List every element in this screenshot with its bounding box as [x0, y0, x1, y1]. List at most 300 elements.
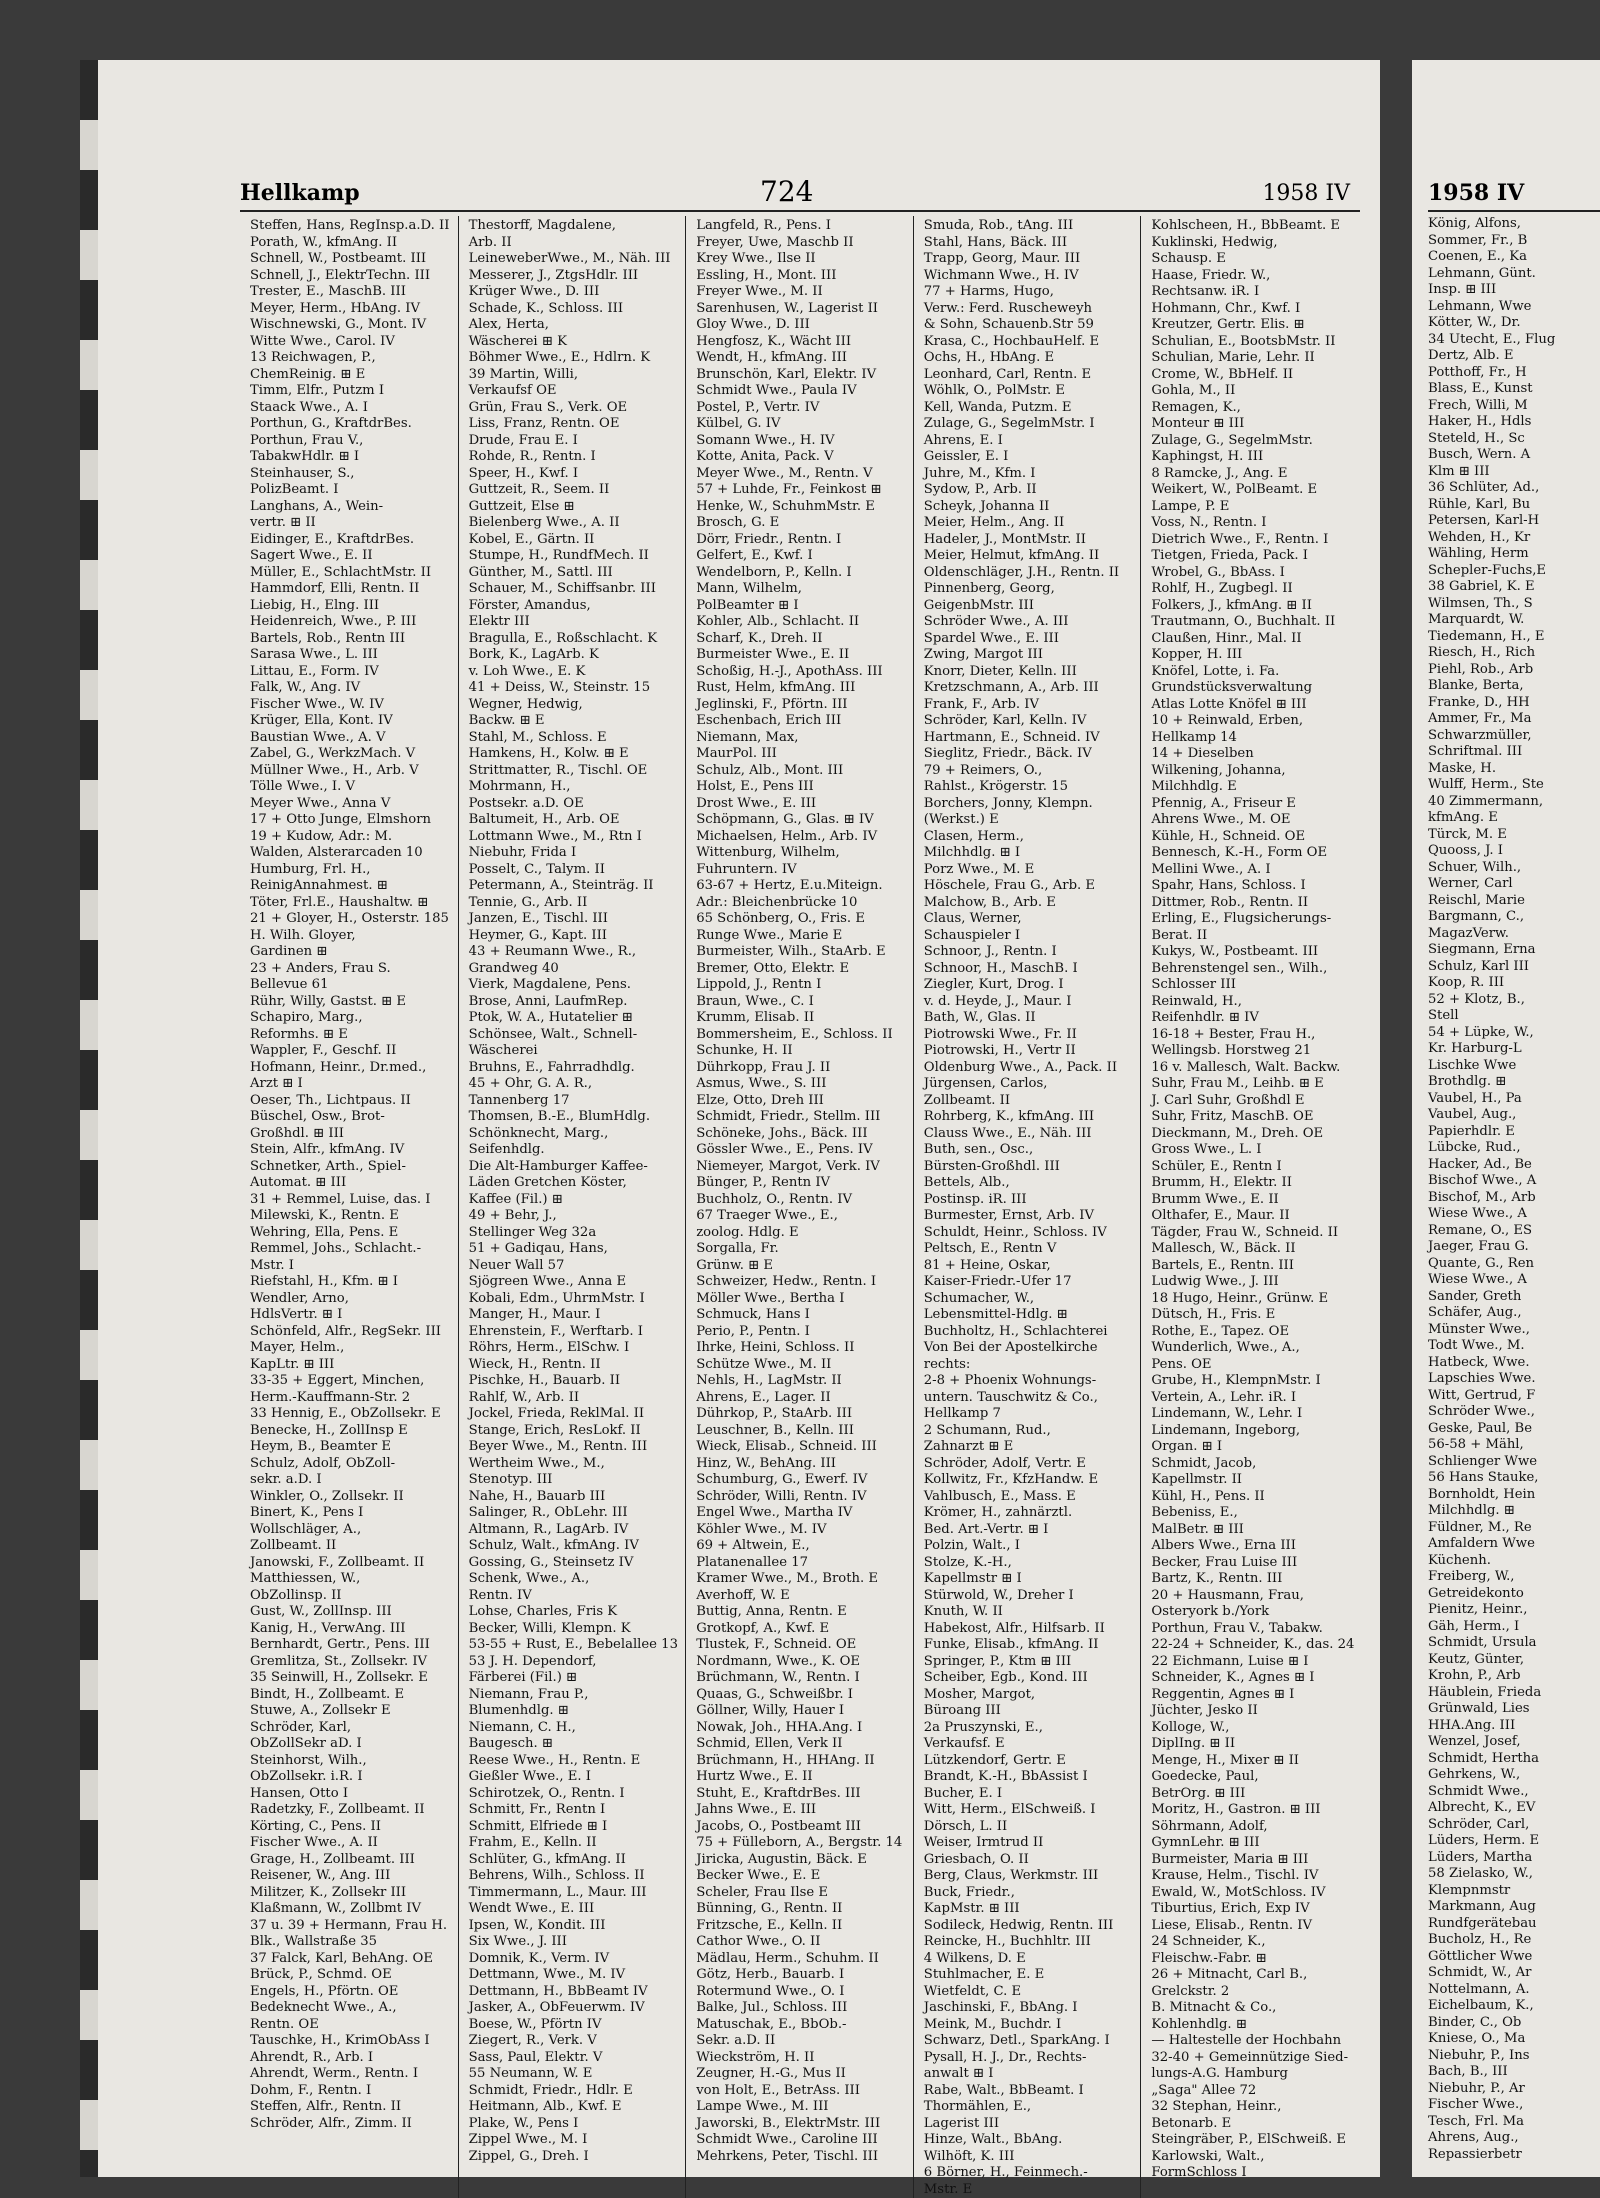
directory-entry: Kuklinski, Hedwig,: [1151, 235, 1364, 252]
facing-entry: Witt, Gertrud, F: [1428, 1388, 1600, 1405]
directory-entry: Gust, W., ZollInsp. III: [250, 1604, 454, 1621]
facing-entry: Petersen, Karl-H: [1428, 513, 1600, 530]
directory-entry: 45 + Ohr, G. A. R.,: [469, 1076, 682, 1093]
directory-entry: Frahm, E., Kelln. II: [469, 1835, 682, 1852]
directory-entry: Scheyk, Johanna II: [924, 499, 1137, 516]
directory-entry: Sass, Paul, Elektr. V: [469, 2050, 682, 2067]
directory-entry: Beyer Wwe., M., Rentn. III: [469, 1439, 682, 1456]
directory-entry: Mayer, Helm.,: [250, 1340, 454, 1357]
facing-entry: Bucholz, H., Re: [1428, 1932, 1600, 1949]
directory-entry: Zulage, G., SegelmMstr. I: [924, 416, 1137, 433]
directory-entry: Wehring, Ella, Pens. E: [250, 1225, 454, 1242]
directory-entry: Krüger Wwe., D. III: [469, 284, 682, 301]
directory-entry: Trautmann, O., Buchhalt. II: [1151, 614, 1364, 631]
directory-entry: 8 Ramcke, J., Ang. E: [1151, 466, 1364, 483]
directory-entry: Wietfeldt, C. E: [924, 1984, 1137, 2001]
facing-entry: Göttlicher Wwe: [1428, 1949, 1600, 1966]
directory-entry: Schmidt, Friedr., Hdlr. E: [469, 2083, 682, 2100]
facing-entry: Vaubel, Aug.,: [1428, 1107, 1600, 1124]
directory-entry: Schmidt, Jacob,: [1151, 1456, 1364, 1473]
facing-entry: Dertz, Alb. E: [1428, 348, 1600, 365]
directory-entry: Schröder, Karl, Kelln. IV: [924, 713, 1137, 730]
directory-entry: 35 Seinwill, H., Zollsekr. E: [250, 1670, 454, 1687]
directory-entry: Schulian, Marie, Lehr. II: [1151, 350, 1364, 367]
facing-entry: Klm ⊞ III: [1428, 464, 1600, 481]
directory-entry: 6 Börner, H., Feinmech.-: [924, 2165, 1137, 2182]
directory-entry: Schnell, J., ElektrTechn. III: [250, 268, 454, 285]
directory-entry: Von Bei der Apostelkirche: [924, 1340, 1137, 1357]
directory-entry: Sagert Wwe., E. II: [250, 548, 454, 565]
directory-entry: Schütze Wwe., M. II: [696, 1357, 909, 1374]
directory-entry: Schröder, Karl,: [250, 1720, 454, 1737]
facing-entry: Reischl, Marie: [1428, 893, 1600, 910]
directory-entry: Dettmann, H., BbBeamt IV: [469, 1984, 682, 2001]
facing-entry: Schröder, Carl,: [1428, 1817, 1600, 1834]
directory-entry: Burmeister, Wilh., StaArb. E: [696, 944, 909, 961]
directory-entry: Dührkop, P., StaArb. III: [696, 1406, 909, 1423]
facing-entry: Füldner, M., Re: [1428, 1520, 1600, 1537]
directory-entry: Mehrkens, Peter, Tischl. III: [696, 2149, 909, 2166]
directory-entry: PolizBeamt. I: [250, 482, 454, 499]
directory-entry: Höschele, Frau G., Arb. E: [924, 878, 1137, 895]
directory-entry: untern. Tauschwitz & Co.,: [924, 1390, 1137, 1407]
directory-entry: Militzer, K., Zollsekr III: [250, 1885, 454, 1902]
directory-entry: Spardel Wwe., E. III: [924, 631, 1137, 648]
directory-entry: Smuda, Rob., tAng. III: [924, 218, 1137, 235]
directory-entry: anwalt ⊞ I: [924, 2066, 1137, 2083]
facing-entry: Lüders, Martha: [1428, 1850, 1600, 1867]
directory-entry: Gössler Wwe., E., Pens. IV: [696, 1142, 909, 1159]
directory-entry: Langhans, A., Wein-: [250, 499, 454, 516]
directory-entry: Bartels, E., Rentn. III: [1151, 1258, 1364, 1275]
facing-entry: Schriftmal. III: [1428, 744, 1600, 761]
directory-entry: 69 + Altwein, E.,: [696, 1538, 909, 1555]
directory-entry: Piotrowski, H., Vertr II: [924, 1043, 1137, 1060]
directory-entry: Meyer Wwe., Anna V: [250, 796, 454, 813]
directory-entry: Wöhlk, O., PolMstr. E: [924, 383, 1137, 400]
directory-entry: Janzen, E., Tischl. III: [469, 911, 682, 928]
directory-entry: Färberei (Fil.) ⊞: [469, 1670, 682, 1687]
directory-entry: Kapellmstr. II: [1151, 1472, 1364, 1489]
facing-entry: Bargmann, C.,: [1428, 909, 1600, 926]
facing-entry: Bischof, M., Arb: [1428, 1190, 1600, 1207]
directory-entry: 26 + Mitnacht, Carl B.,: [1151, 1967, 1364, 1984]
directory-entry: Thomsen, B.-E., BlumHdlg.: [469, 1109, 682, 1126]
facing-entry: Franke, D., HH: [1428, 695, 1600, 712]
facing-entry: Türck, M. E: [1428, 827, 1600, 844]
directory-entry: Cathor Wwe., O. II: [696, 1934, 909, 1951]
directory-entry: Perio, P., Pentn. I: [696, 1324, 909, 1341]
directory-entry: Porz Wwe., M. E: [924, 862, 1137, 879]
facing-entry: Lehmann, Wwe: [1428, 299, 1600, 316]
directory-entry: ObZollsekr. i.R. I: [250, 1769, 454, 1786]
facing-year-volume: 1958 IV: [1428, 180, 1524, 206]
facing-entry: Steteld, H., Sc: [1428, 431, 1600, 448]
street-heading: Hellkamp: [240, 180, 360, 206]
directory-entry: Radetzky, F., Zollbeamt. II: [250, 1802, 454, 1819]
directory-entry: Kühl, H., Pens. II: [1151, 1489, 1364, 1506]
directory-entry: & Sohn, Schauenb.Str 59: [924, 317, 1137, 334]
directory-entry: Bork, K., LagArb. K: [469, 647, 682, 664]
directory-entry: Tannenberg 17: [469, 1093, 682, 1110]
directory-entry: Boese, W., Pförtn IV: [469, 2017, 682, 2034]
directory-entry: Remmel, Johs., Schlacht.-: [250, 1241, 454, 1258]
directory-entry: Seifenhdlg.: [469, 1142, 682, 1159]
directory-entry: Niebuhr, Frida I: [469, 845, 682, 862]
directory-entry: Asmus, Wwe., S. III: [696, 1076, 909, 1093]
directory-entry: Guttzeit, Else ⊞: [469, 499, 682, 516]
directory-entry: Albers Wwe., Erna III: [1151, 1538, 1364, 1555]
facing-entry: HHA.Ang. III: [1428, 1718, 1600, 1735]
directory-entry: Bünning, G., Rentn. II: [696, 1901, 909, 1918]
directory-entry: Schröder, Alfr., Zimm. II: [250, 2116, 454, 2133]
facing-entry: Tiedemann, H., E: [1428, 629, 1600, 646]
directory-entry: 13 Reichwagen, P.,: [250, 350, 454, 367]
directory-entry: Zabel, G., WerkzMach. V: [250, 746, 454, 763]
facing-entry: Vaubel, H., Pa: [1428, 1091, 1600, 1108]
directory-entry: Verw.: Ferd. Ruscheweyh: [924, 301, 1137, 318]
directory-entry: Bellevue 61: [250, 977, 454, 994]
directory-entry: Baustian Wwe., A. V: [250, 730, 454, 747]
directory-entry: Grotkopf, A., Kwf. E: [696, 1621, 909, 1638]
directory-entry: Lindemann, Ingeborg,: [1151, 1423, 1364, 1440]
directory-entry: lungs-A.G. Hamburg: [1151, 2066, 1364, 2083]
directory-entry: ChemReinig. ⊞ E: [250, 367, 454, 384]
directory-entry: Krüger, Ella, Kont. IV: [250, 713, 454, 730]
directory-entry: 63-67 + Hertz, E.u.Miteign.: [696, 878, 909, 895]
directory-entry: Funke, Elisab., kfmAng. II: [924, 1637, 1137, 1654]
directory-entry: Meyer, Herm., HbAng. IV: [250, 301, 454, 318]
directory-entry: Drost Wwe., E. III: [696, 796, 909, 813]
directory-entry: Michaelsen, Helm., Arb. IV: [696, 829, 909, 846]
directory-entry: Trapp, Georg, Maur. III: [924, 251, 1137, 268]
directory-entry: Posselt, C., Talym. II: [469, 862, 682, 879]
directory-entry: Kanig, H., VerwAng. III: [250, 1621, 454, 1638]
directory-entry: Riefstahl, H., Kfm. ⊞ I: [250, 1274, 454, 1291]
directory-entry: Brumm, H., Elektr. II: [1151, 1175, 1364, 1192]
directory-entry: Dittmer, Rob., Rentn. II: [1151, 895, 1364, 912]
directory-entry: Automat. ⊞ III: [250, 1175, 454, 1192]
directory-entry: Zahnarzt ⊞ E: [924, 1439, 1137, 1456]
facing-entry: Tesch, Frl. Ma: [1428, 2114, 1600, 2131]
directory-entry: KapMstr. ⊞ III: [924, 1901, 1137, 1918]
directory-entry: Steinhorst, Wilh.,: [250, 1753, 454, 1770]
facing-entry: 56-58 + Mähl,: [1428, 1437, 1600, 1454]
directory-entry: Fischer Wwe., W. IV: [250, 697, 454, 714]
directory-entry: Becker Wwe., E. E: [696, 1868, 909, 1885]
directory-entry: Salinger, R., ObLehr. III: [469, 1505, 682, 1522]
directory-entry: Schönknecht, Marg.,: [469, 1126, 682, 1143]
directory-entry: Hellkamp 7: [924, 1406, 1137, 1423]
directory-entry: 37 Falck, Karl, BehAng. OE: [250, 1951, 454, 1968]
directory-entry: Zollbeamt. II: [250, 1538, 454, 1555]
directory-entry: Gossing, G., Steinsetz IV: [469, 1555, 682, 1572]
directory-entry: 19 + Kudow, Adr.: M.: [250, 829, 454, 846]
directory-entry: Fritzsche, E., Kelln. II: [696, 1918, 909, 1935]
facing-entry: Bach, B., III: [1428, 2064, 1600, 2081]
directory-entry: Stuwe, A., Zollsekr E: [250, 1703, 454, 1720]
directory-entry: Hamkens, H., Kolw. ⊞ E: [469, 746, 682, 763]
directory-entry: Niemann, C. H.,: [469, 1720, 682, 1737]
directory-entry: Brunschön, Karl, Elektr. IV: [696, 367, 909, 384]
facing-entry: Freiberg, W.,: [1428, 1569, 1600, 1586]
directory-entry: 2 Schumann, Rud.,: [924, 1423, 1137, 1440]
directory-entry: Ahrens, E., Lager. II: [696, 1390, 909, 1407]
directory-entry: Schmidt, Friedr., Stellm. III: [696, 1109, 909, 1126]
directory-entry: Weiser, Irmtrud II: [924, 1835, 1137, 1852]
directory-entry: Kollwitz, Fr., KfzHandw. E: [924, 1472, 1137, 1489]
directory-entry: Kobali, Edm., UhrmMstr. I: [469, 1291, 682, 1308]
directory-entry: Rohlf, H., Zugbegl. II: [1151, 581, 1364, 598]
directory-entry: Ehrenstein, F., Werftarb. I: [469, 1324, 682, 1341]
directory-entry: 21 + Gloyer, H., Osterstr. 185: [250, 911, 454, 928]
directory-entry: v. d. Heyde, J., Maur. I: [924, 994, 1137, 1011]
directory-entry: 39 Martin, Willi,: [469, 367, 682, 384]
directory-entry: Bartz, K., Rentn. III: [1151, 1571, 1364, 1588]
directory-entry: Matuschak, E., BbOb.-: [696, 2017, 909, 2034]
directory-entry: Jasker, A., ObFeuerwm. IV: [469, 2000, 682, 2017]
directory-entry: Hartmann, E., Schneid. IV: [924, 730, 1137, 747]
directory-entry: Stellinger Weg 32a: [469, 1225, 682, 1242]
facing-entry: Quante, G., Ren: [1428, 1256, 1600, 1273]
directory-entry: Dörr, Friedr., Rentn. I: [696, 532, 909, 549]
directory-entry: Schwarz, Detl., SparkAng. I: [924, 2033, 1137, 2050]
directory-entry: Domnik, K., Verm. IV: [469, 1951, 682, 1968]
directory-entry: Büschel, Osw., Brot-: [250, 1109, 454, 1126]
facing-entry: Nottelmann, A.: [1428, 1982, 1600, 1999]
column-1: [230, 216, 458, 2198]
directory-entry: Elze, Otto, Dreh III: [696, 1093, 909, 1110]
directory-entry: Zippel Wwe., M. I: [469, 2132, 682, 2149]
directory-entry: Haase, Friedr. W.,: [1151, 268, 1364, 285]
directory-entry: Läden Gretchen Köster,: [469, 1175, 682, 1192]
facing-entry: Schlienger Wwe: [1428, 1454, 1600, 1471]
facing-entry: Geske, Paul, Be: [1428, 1421, 1600, 1438]
directory-entry: Körting, C., Pens. II: [250, 1819, 454, 1836]
directory-entry: Menge, H., Mixer ⊞ II: [1151, 1753, 1364, 1770]
directory-entry: Jiricka, Augustin, Bäck. E: [696, 1852, 909, 1869]
directory-entry: 22 Eichmann, Luise ⊞ I: [1151, 1654, 1364, 1671]
directory-entry: Schröder, Adolf, Vertr. E: [924, 1456, 1137, 1473]
directory-entry: Zulage, G., SegelmMstr.: [1151, 433, 1364, 450]
directory-entry: Blumenhdlg. ⊞: [469, 1703, 682, 1720]
directory-entry: Hammdorf, Elli, Rentn. II: [250, 581, 454, 598]
directory-entry: Ipsen, W., Kondit. III: [469, 1918, 682, 1935]
directory-entry: Bedeknecht Wwe., A.,: [250, 2000, 454, 2017]
facing-entry: Schulz, Karl III: [1428, 959, 1600, 976]
directory-entry: vertr. ⊞ II: [250, 515, 454, 532]
directory-entry: Erling, E., Flugsicherungs-: [1151, 911, 1364, 928]
directory-entry: Wischnewski, G., Mont. IV: [250, 317, 454, 334]
column-3: [685, 216, 913, 2198]
directory-entry: Scharf, K., Dreh. II: [696, 631, 909, 648]
directory-entry: Rühr, Willy, Gastst. ⊞ E: [250, 994, 454, 1011]
directory-entry: Juhre, M., Kfm. I: [924, 466, 1137, 483]
directory-entry: Dettmann, Wwe., M. IV: [469, 1967, 682, 1984]
directory-entry: Hohmann, Chr., Kwf. I: [1151, 301, 1364, 318]
directory-entry: Heymer, G., Kapt. III: [469, 928, 682, 945]
directory-entry: Holst, E., Pens III: [696, 779, 909, 796]
directory-entry: Krumm, Elisab. II: [696, 1010, 909, 1027]
directory-entry: Binert, K., Pens I: [250, 1505, 454, 1522]
directory-entry: 16-18 + Bester, Frau H.,: [1151, 1027, 1364, 1044]
directory-entry: Dietrich Wwe., F., Rentn. I: [1151, 532, 1364, 549]
directory-entry: Jahns Wwe., E. III: [696, 1802, 909, 1819]
facing-entry: Schmidt, W., Ar: [1428, 1965, 1600, 1982]
directory-entry: Kramer Wwe., M., Broth. E: [696, 1571, 909, 1588]
directory-entry: Pischke, H., Bauarb. II: [469, 1373, 682, 1390]
directory-entry: Sydow, P., Arb. II: [924, 482, 1137, 499]
directory-entry: Tlustek, F., Schneid. OE: [696, 1637, 909, 1654]
directory-entry: Behrens, Wilh., Schloss. II: [469, 1868, 682, 1885]
directory-entry: 79 + Reimers, O.,: [924, 763, 1137, 780]
directory-entry: Mellini Wwe., A. I: [1151, 862, 1364, 879]
directory-entry: Wendelborn, P., Kelln. I: [696, 565, 909, 582]
directory-entry: Zollbeamt. II: [924, 1093, 1137, 1110]
directory-entry: Burmester, Ernst, Arb. IV: [924, 1208, 1137, 1225]
facing-entry: Coenen, E., Ka: [1428, 249, 1600, 266]
directory-entry: Kaiser-Friedr.-Ufer 17: [924, 1274, 1137, 1291]
directory-entry: Meier, Helmut, kfmAng. II: [924, 548, 1137, 565]
facing-entry: Hatbeck, Wwe.: [1428, 1355, 1600, 1372]
directory-entry: Pysall, H. J., Dr., Rechts-: [924, 2050, 1137, 2067]
directory-entry: Porthun, Frau V.,: [250, 433, 454, 450]
directory-entry: Knorr, Dieter, Kelln. III: [924, 664, 1137, 681]
directory-entry: 24 Schneider, K.,: [1151, 1934, 1364, 1951]
directory-entry: Rohde, R., Rentn. I: [469, 449, 682, 466]
directory-entry: Ludwig Wwe., J. III: [1151, 1274, 1364, 1291]
facing-entry: Schwarzmüller,: [1428, 728, 1600, 745]
facing-entry: Busch, Wern. A: [1428, 447, 1600, 464]
directory-entry: 32 Stephan, Heinr.,: [1151, 2099, 1364, 2116]
directory-entry: Spahr, Hans, Schloss. I: [1151, 878, 1364, 895]
directory-entry: Gießler Wwe., E. I: [469, 1769, 682, 1786]
directory-entry: Wieckström, H. II: [696, 2050, 909, 2067]
directory-entry: Lindemann, W., Lehr. I: [1151, 1406, 1364, 1423]
directory-entry: Bünger, P., Rentn IV: [696, 1175, 909, 1192]
directory-entry: Frank, F., Arb. IV: [924, 697, 1137, 714]
directory-entry: Nordmann, Wwe., K. OE: [696, 1654, 909, 1671]
facing-entry: Todt Wwe., M.: [1428, 1338, 1600, 1355]
facing-entry: Haker, H., Hdls: [1428, 414, 1600, 431]
directory-entry: 22-24 + Schneider, K., das. 24: [1151, 1637, 1364, 1654]
directory-entry: Kell, Wanda, Putzm. E: [924, 400, 1137, 417]
directory-entry: Schauspieler I: [924, 928, 1137, 945]
facing-entry: Marquardt, W.: [1428, 612, 1600, 629]
directory-entry: Buchholz, O., Rentn. IV: [696, 1192, 909, 1209]
directory-entry: Stumpe, H., RundfMech. II: [469, 548, 682, 565]
directory-entry: Wellingsb. Horstweg 21: [1151, 1043, 1364, 1060]
directory-entry: Tennie, G., Arb. II: [469, 895, 682, 912]
facing-entry: kfmAng. E: [1428, 810, 1600, 827]
directory-entry: Goedecke, Paul,: [1151, 1769, 1364, 1786]
directory-entry: Becker, Willi, Klempn. K: [469, 1621, 682, 1638]
directory-entry: Witt, Herm., ElSchweiß. I: [924, 1802, 1137, 1819]
directory-entry: Möller Wwe., Bertha I: [696, 1291, 909, 1308]
directory-entry: Freyer Wwe., M. II: [696, 284, 909, 301]
book-spine: [80, 60, 98, 2177]
facing-entry: Maske, H.: [1428, 761, 1600, 778]
directory-entry: Postsekr. a.D. OE: [469, 796, 682, 813]
directory-entry: Burmeister, Maria ⊞ III: [1151, 1852, 1364, 1869]
facing-entry: 54 + Lüpke, W.,: [1428, 1025, 1600, 1042]
facing-entry: Blanke, Berta,: [1428, 678, 1600, 695]
directory-entry: Leuschner, B., Kelln. III: [696, 1423, 909, 1440]
column-4: [913, 216, 1141, 2198]
facing-page: [1412, 60, 1600, 2177]
directory-entry: Röhrs, Herm., ElSchw. I: [469, 1340, 682, 1357]
directory-entry: Wendt, H., kfmAng. III: [696, 350, 909, 367]
facing-entry: Eichelbaum, K.,: [1428, 1998, 1600, 2015]
directory-entry: Grün, Frau S., Verk. OE: [469, 400, 682, 417]
directory-entry: Arb. II: [469, 235, 682, 252]
directory-entry: Krause, Helm., Tischl. IV: [1151, 1868, 1364, 1885]
facing-entry: Kötter, W., Dr.: [1428, 315, 1600, 332]
directory-entry: Jüchter, Jesko II: [1151, 1703, 1364, 1720]
directory-entry: Griesbach, O. II: [924, 1852, 1137, 1869]
directory-entry: Reifenhdlr. ⊞ IV: [1151, 1010, 1364, 1027]
facing-entry: Insp. ⊞ III: [1428, 282, 1600, 299]
directory-entry: Schoßig, H.-J., ApothAss. III: [696, 664, 909, 681]
facing-entry: Stell: [1428, 1008, 1600, 1025]
directory-entry: Remagen, K.,: [1151, 400, 1364, 417]
directory-entry: Berat. II: [1151, 928, 1364, 945]
directory-entry: ObZollinsp. II: [250, 1588, 454, 1605]
directory-entry: Walden, Alsterarcaden 10: [250, 845, 454, 862]
directory-entry: Weikert, W., PolBeamt. E: [1151, 482, 1364, 499]
directory-entry: Manger, H., Maur. I: [469, 1307, 682, 1324]
directory-entry: Gross Wwe., L. I: [1151, 1142, 1364, 1159]
facing-entry: Bornholdt, Hein: [1428, 1487, 1600, 1504]
directory-entry: Schnetker, Arth., Spiel-: [250, 1159, 454, 1176]
directory-entry: Rothe, E., Tapez. OE: [1151, 1324, 1364, 1341]
directory-entry: Burmeister Wwe., E. II: [696, 647, 909, 664]
directory-entry: Steinhauser, S.,: [250, 466, 454, 483]
directory-entry: Strittmatter, R., Tischl. OE: [469, 763, 682, 780]
directory-entry: Schirotzek, O., Rentn. I: [469, 1786, 682, 1803]
directory-entry: Wäscherei ⊞ K: [469, 334, 682, 351]
directory-entry: Winkler, O., Zollsekr. II: [250, 1489, 454, 1506]
directory-entry: Langfeld, R., Pens. I: [696, 218, 909, 235]
facing-entry: 38 Gabriel, K. E: [1428, 579, 1600, 596]
directory-entry: Meink, M., Buchdr. I: [924, 2017, 1137, 2034]
directory-entry: Engels, H., Pförtn. OE: [250, 1984, 454, 2001]
directory-entry: Ziegert, R., Verk. V: [469, 2033, 682, 2050]
directory-entry: Bucher, E. I: [924, 1786, 1137, 1803]
directory-page: [80, 60, 1380, 2177]
facing-entry: Werner, Carl: [1428, 876, 1600, 893]
directory-entry: Crome, W., BbHelf. II: [1151, 367, 1364, 384]
directory-entry: Knöfel, Lotte, i. Fa.: [1151, 664, 1364, 681]
directory-entry: Niemeyer, Margot, Verk. IV: [696, 1159, 909, 1176]
facing-entry: 36 Schlüter, Ad.,: [1428, 480, 1600, 497]
directory-entry: Reisener, W., Ang. III: [250, 1868, 454, 1885]
directory-entry: Schneider, K., Agnes ⊞ I: [1151, 1670, 1364, 1687]
facing-entry: Schmidt, Hertha: [1428, 1751, 1600, 1768]
directory-entry: Rotermund Wwe., O. I: [696, 1984, 909, 2001]
facing-entry: Schuer, Wilh.,: [1428, 860, 1600, 877]
directory-entry: Kukys, W., Postbeamt. III: [1151, 944, 1364, 961]
directory-entry: Bebeniss, E.,: [1151, 1505, 1364, 1522]
facing-entry: Schepler-Fuchs,E: [1428, 563, 1600, 580]
directory-entry: Wendt Wwe., E. III: [469, 1901, 682, 1918]
directory-entry: Kühle, H., Schneid. OE: [1151, 829, 1364, 846]
directory-entry: Dohm, F., Rentn. I: [250, 2083, 454, 2100]
directory-entry: 32-40 + Gemeinnützige Sied-: [1151, 2050, 1364, 2067]
directory-entry: Buth, sen., Osc.,: [924, 1142, 1137, 1159]
directory-entry: Betonarb. E: [1151, 2116, 1364, 2133]
facing-entry: Wiese Wwe., A: [1428, 1206, 1600, 1223]
